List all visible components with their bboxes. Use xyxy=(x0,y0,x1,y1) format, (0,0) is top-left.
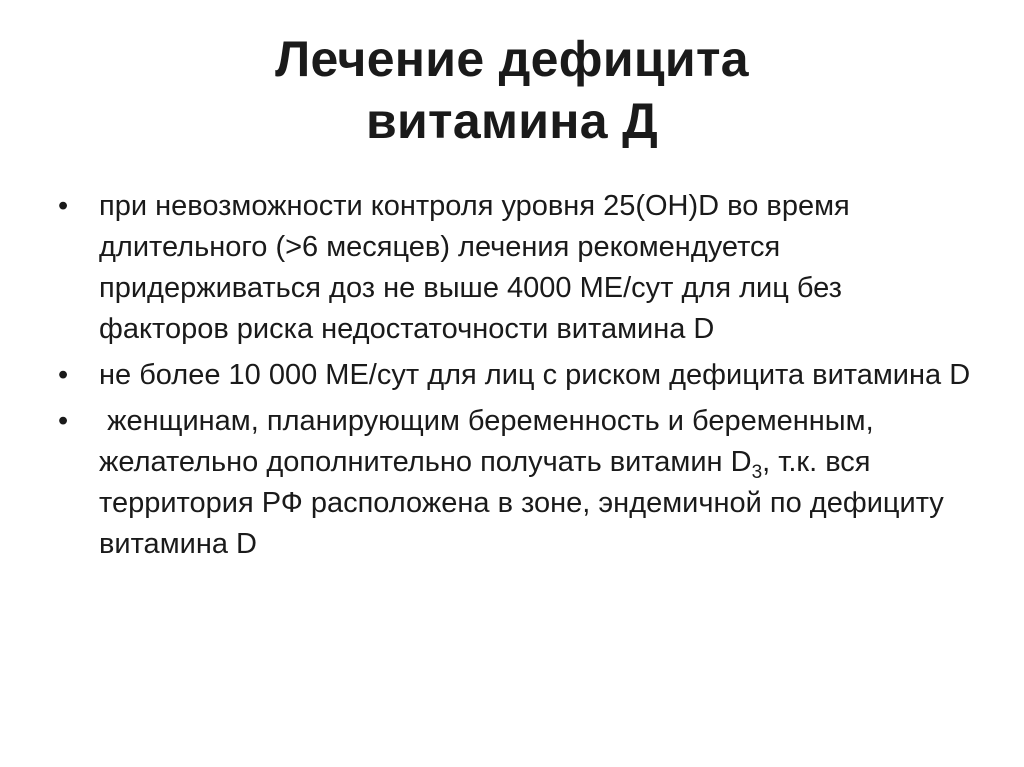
slide-title xyxy=(0,28,1024,152)
bullet-item-dose-limit-no-risk xyxy=(58,186,978,350)
bullet-marker: • xyxy=(58,359,69,391)
bullet-list xyxy=(58,186,978,570)
slide-title-line-1: Лечение дефицита xyxy=(275,31,749,87)
bullet-marker: • xyxy=(58,405,69,437)
bullet-item-pregnancy xyxy=(58,401,978,565)
bullet-text-before-subscript: женщинам, планирующим беременность и беременным, желательно дополнительно получать витамин D xyxy=(99,405,882,478)
bullet-text-after-subscript: , т.к. вся территория РФ расположена в зоне, эндемичной по дефициту витамина D xyxy=(99,446,944,560)
bullet-marker: • xyxy=(58,190,69,222)
vitamin-d-subscript: 3 xyxy=(751,461,763,483)
slide-title-line-2: витамина Д xyxy=(365,93,658,149)
bullet-text xyxy=(99,405,944,560)
bullet-text: не более 10 000 МЕ/сут для лиц с риском дефицита витамина D xyxy=(99,359,971,391)
bullet-text: при невозможности контроля уровня 25(OH)D во время длительного (>6 месяцев) лечения рекомендуется придерживаться доз не выше 4000 МЕ/сут для лиц без факторов риска недостаточности витамина D xyxy=(99,190,850,345)
bullet-item-dose-limit-risk xyxy=(58,355,978,396)
